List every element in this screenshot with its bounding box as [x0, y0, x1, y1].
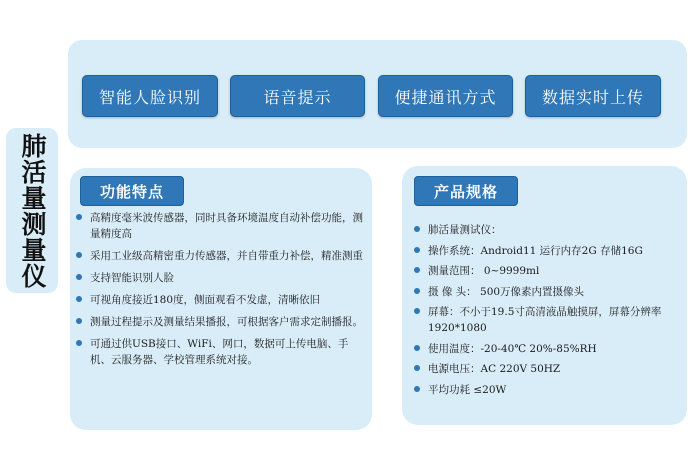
- spec-item: 平均功耗 ≤20W: [414, 382, 682, 398]
- feature-item: 可视角度接近180度，侧面观看不发虚，清晰依旧: [76, 292, 366, 308]
- spec-item: 摄 像 头： 500万像素内置摄像头: [414, 284, 682, 300]
- bullet-icon: [414, 308, 420, 314]
- bullet-icon: [414, 365, 420, 371]
- communication-button[interactable]: 便捷通讯方式: [378, 75, 513, 117]
- spec-item: 测量范围： 0~9999ml: [414, 263, 682, 279]
- bullet-icon: [76, 214, 82, 220]
- bullet-icon: [76, 340, 82, 346]
- bullet-icon: [414, 267, 420, 273]
- bullet-icon: [76, 318, 82, 324]
- features-list: [76, 210, 366, 374]
- bullet-icon: [414, 386, 420, 392]
- bullet-icon: [76, 274, 82, 280]
- spec-item: 屏幕：不小于19.5寸高清液晶触摸屏，屏幕分辨率 1920*1080: [414, 304, 682, 336]
- bullet-icon: [76, 252, 82, 258]
- face-recognition-button[interactable]: 智能人脸识别: [82, 75, 218, 117]
- data-upload-button[interactable]: 数据实时上传: [525, 75, 661, 117]
- spec-item: 肺活量测试仪：: [414, 222, 682, 238]
- specs-list: [414, 222, 682, 402]
- specs-header: 产品规格: [414, 176, 518, 206]
- feature-item: 支持智能识别人脸: [76, 270, 366, 286]
- voice-prompt-button[interactable]: 语音提示: [230, 75, 365, 117]
- bullet-icon: [414, 288, 420, 294]
- features-header: 功能特点: [80, 176, 184, 206]
- bullet-icon: [414, 226, 420, 232]
- feature-item: 高精度毫米波传感器，同时具备环境温度自动补偿功能，测量精度高: [76, 210, 366, 242]
- feature-item: 采用工业级高精密重力传感器，并自带重力补偿，精准测重: [76, 248, 366, 264]
- bullet-icon: [76, 296, 82, 302]
- bullet-icon: [414, 247, 420, 253]
- feature-item: 可通过供USB接口、WiFi、网口，数据可上传电脑、手机、云服务器、学校管理系统对接。: [76, 336, 366, 368]
- feature-item: 测量过程提示及测量结果播报，可根据客户需求定制播报。: [76, 314, 366, 330]
- product-title-panel: [6, 128, 58, 293]
- spec-item: 电源电压：AC 220V 50HZ: [414, 361, 682, 377]
- spec-item: 使用温度：-20-40℃ 20%-85%RH: [414, 341, 682, 357]
- spec-item: 操作系统：Android11 运行内存2G 存储16G: [414, 243, 682, 259]
- product-title: 肺活量测量仪: [18, 132, 47, 289]
- bullet-icon: [414, 345, 420, 351]
